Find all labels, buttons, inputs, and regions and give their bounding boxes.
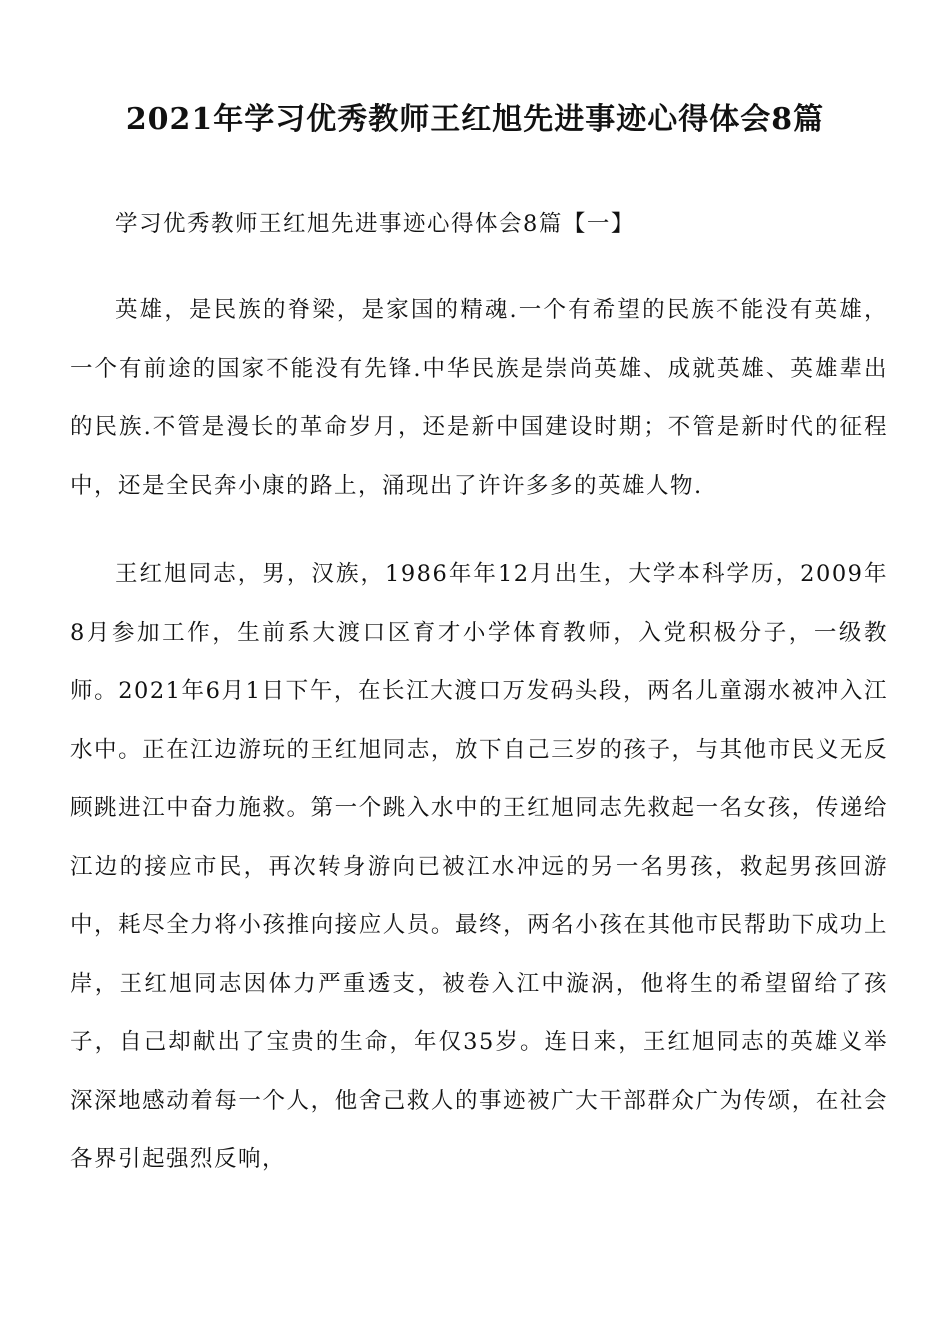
paragraph-1: 英雄，是民族的脊梁，是家国的精魂.一个有希望的民族不能没有英雄，一个有前途的国家不能没有先锋.中华民族是崇尚英雄、成就英雄、英雄辈出的民族.不管是漫长的革命岁月，还是新中国建设时期；不管是新时代的征程中，还是全民奔小康的路上，涌现出了许许多多的英雄人物. bbox=[70, 297, 888, 499]
document-title: 2021年学习优秀教师王红旭先进事迹心得体会8篇 bbox=[125, 102, 825, 137]
section-heading: 学习优秀教师王红旭先进事迹心得体会8篇【一】 bbox=[115, 211, 635, 237]
paragraph-2: 王红旭同志，男，汉族，1986年年12月出生，大学本科学历，2009年8月参加工作，生前系大渡口区育才小学体育教师，入党积极分子，一级教师。2021年6月1日下午，在长江大渡口万发码头段，两名儿童溺水被冲入江水中。正在江边游玩的王红旭同志，放下自己三岁的孩子，与其他市民义无反顾跳进江中奋力施救。第一个跳入水中的王红旭同志先救起一名女孩，传递给江边的接应市民，再次转身游向已被江水冲远的另一名男孩，救起男孩回游中，耗尽全力将小孩推向接应人员。最终，两名小孩在其他市民帮助下成功上岸，王红旭同志因体力严重透支，被卷入江中漩涡，他将生的希望留给了孩子，自己却献出了宝贵的生命，年仅35岁。连日来，王红旭同志的英雄义举深深地感动着每一个人，他舍己救人的事迹被广大干部群众广为传颂，在社会各界引起强烈反响， bbox=[70, 561, 888, 1172]
